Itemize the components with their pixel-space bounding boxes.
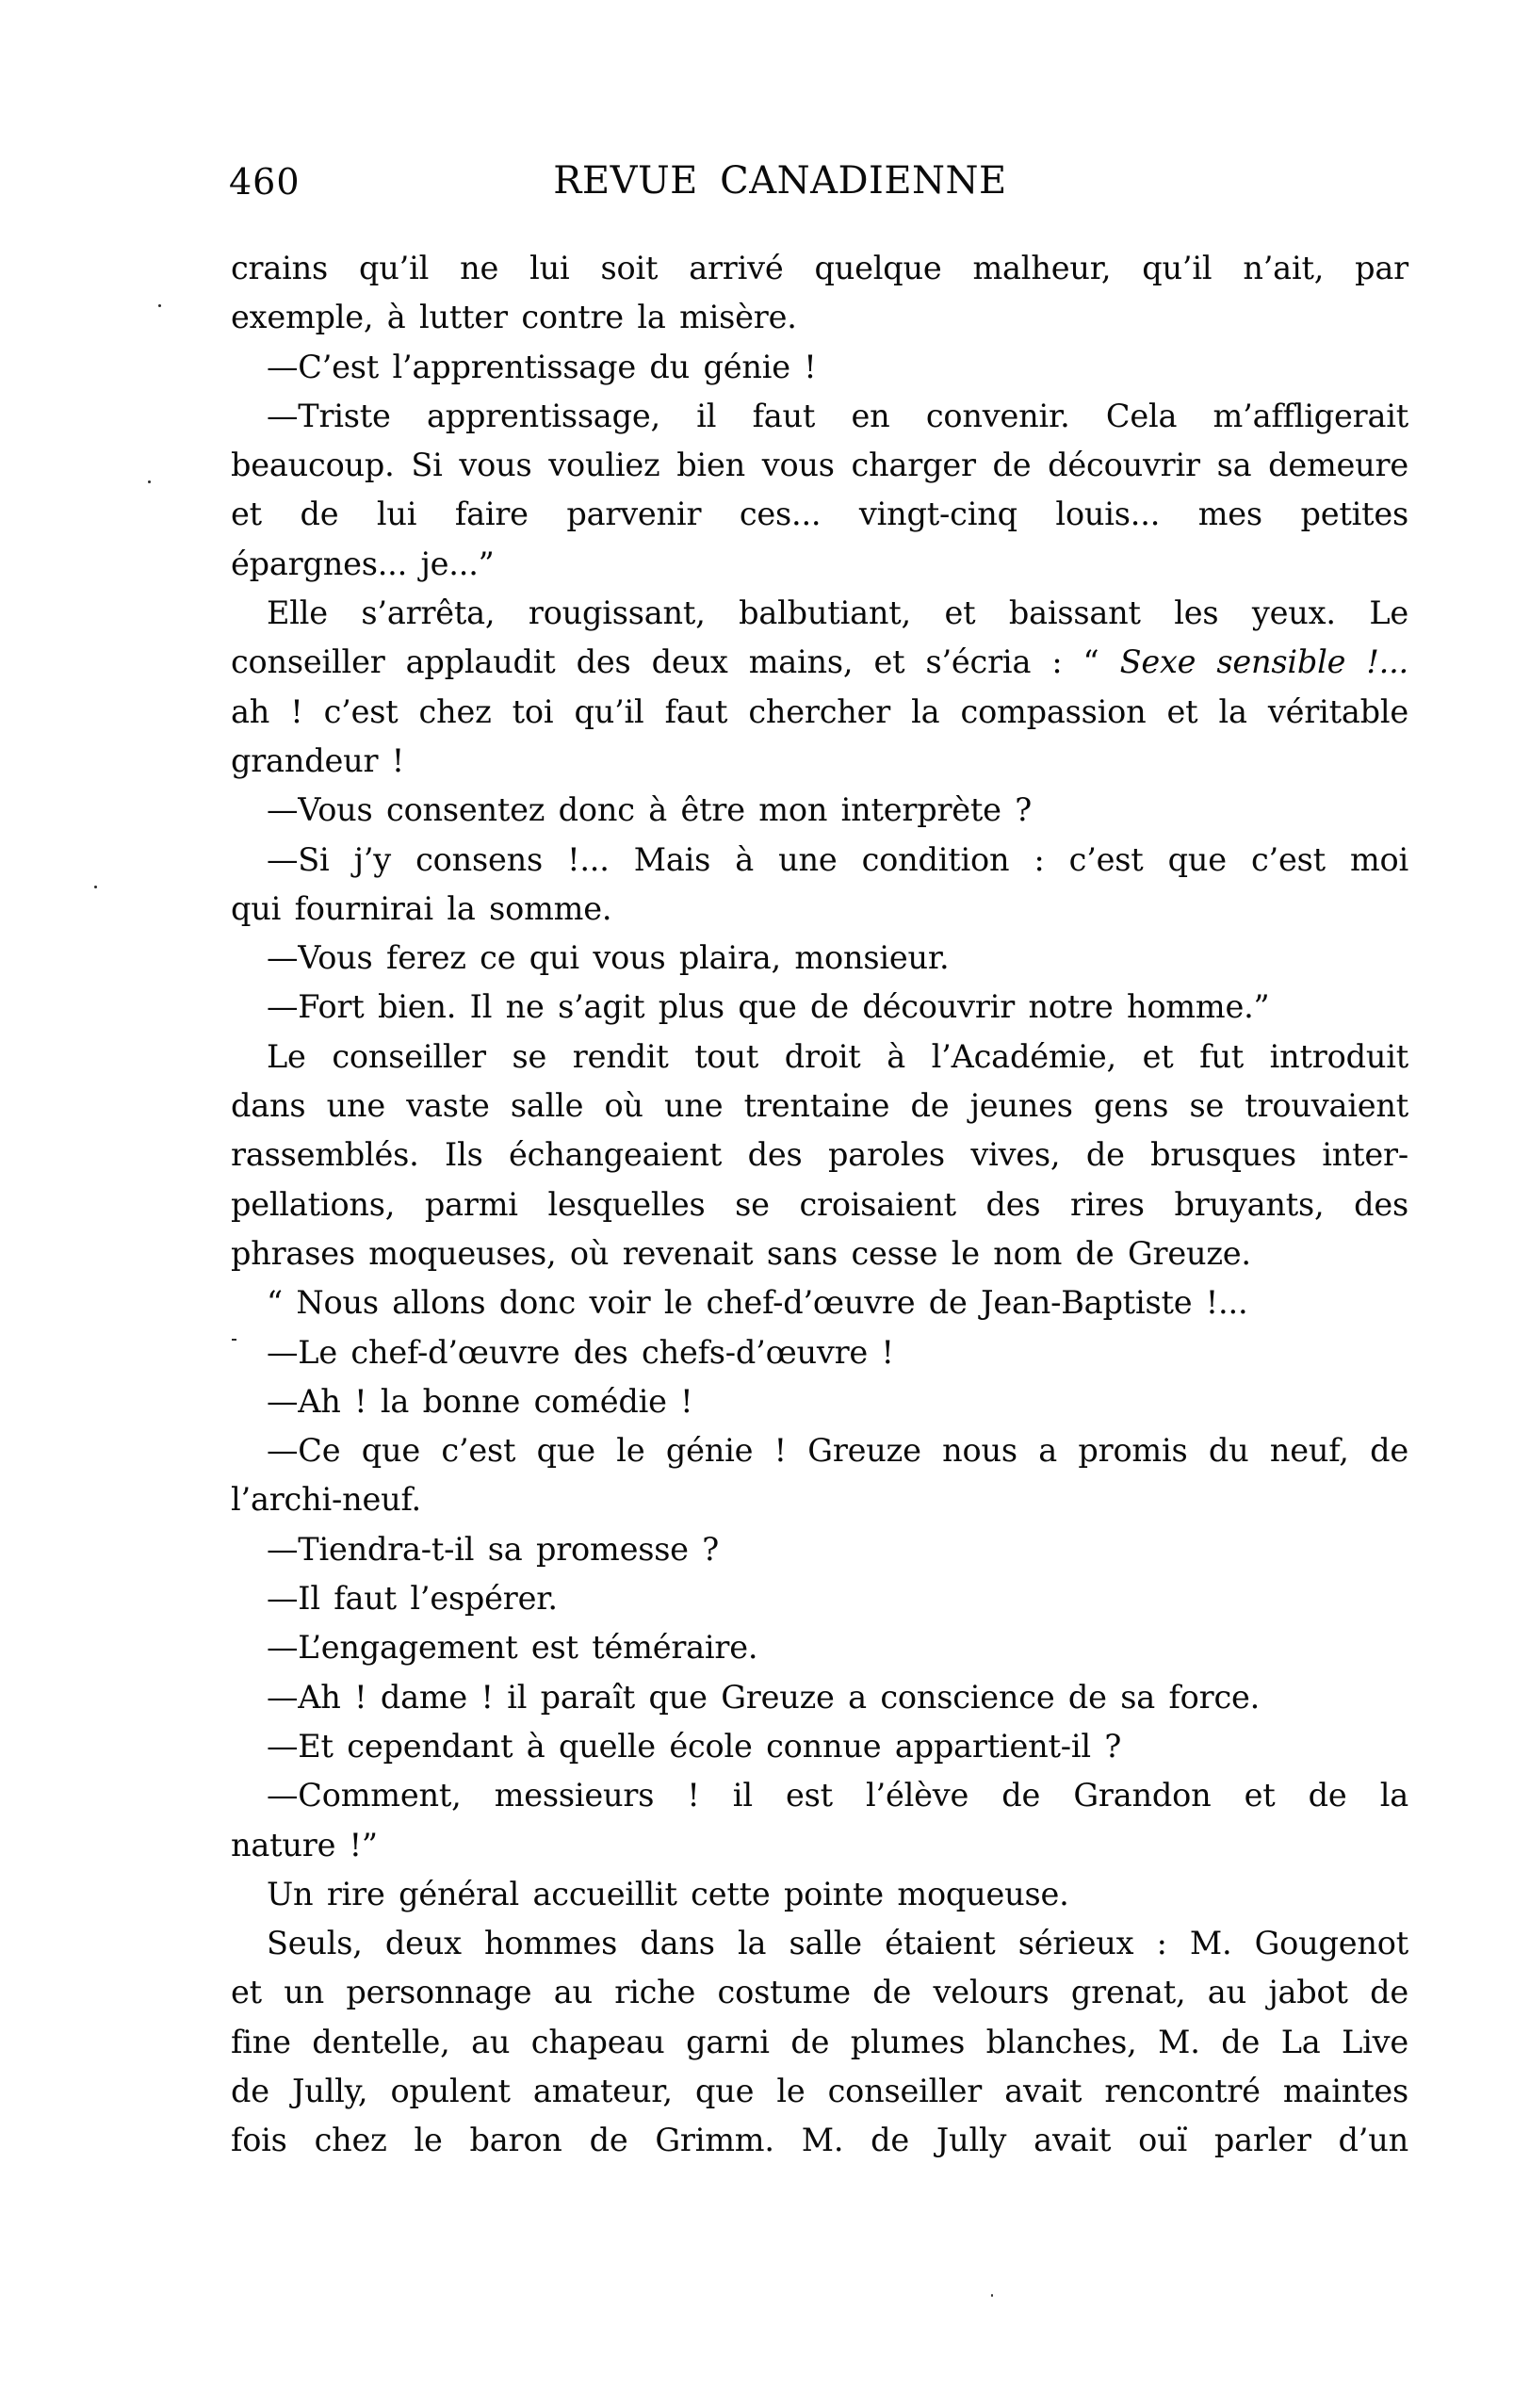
text-line xyxy=(231,1870,1408,1919)
text-segment: —Ce que c’est que le génie ! Greuze nous a promis du neuf, de xyxy=(267,1432,1408,1470)
paragraph xyxy=(231,1722,1408,1771)
text-segment: —Fort bien. Il ne s’agit plus que de découvrir notre homme.” xyxy=(267,988,1270,1026)
text-segment: Un rire général accueillit cette pointe moqueuse. xyxy=(267,1875,1069,1912)
text-line xyxy=(231,1278,1408,1327)
text-segment: —Vous consentez donc à être mon interprète ? xyxy=(267,791,1033,829)
text-segment: —Le chef-d’œuvre des chefs-d’œuvre ! xyxy=(267,1333,894,1371)
text-segment: de Jully, opulent amateur, que le conseiller avait rencontré maintes xyxy=(231,2072,1408,2109)
text-line xyxy=(231,1919,1408,1968)
text-segment: —Comment, messieurs ! il est l’élève de Grandon et de la xyxy=(267,1777,1408,1814)
text-line xyxy=(231,1180,1408,1229)
text-segment: qui fournirai la somme. xyxy=(231,889,612,927)
page-number: 460 xyxy=(229,161,301,203)
scan-speck xyxy=(232,1339,236,1341)
paragraph xyxy=(231,1328,1408,1377)
text-line xyxy=(231,1426,1408,1475)
paragraph xyxy=(231,983,1408,1032)
text-segment: —Il faut l’espérer. xyxy=(267,1580,558,1618)
scan-speck xyxy=(991,2294,993,2297)
text-segment: l’archi-neuf. xyxy=(231,1481,421,1519)
text-segment: conseiller applaudit des deux mains, et s’écria : “ xyxy=(231,643,1120,681)
paragraph xyxy=(231,1426,1408,1525)
text-line xyxy=(231,1623,1408,1672)
text-line xyxy=(231,983,1408,1032)
text-line xyxy=(231,638,1408,687)
paragraph xyxy=(231,1033,1408,1278)
text-segment: rassemblés. Ils échangeaient des paroles vives, de brusques inter- xyxy=(231,1136,1408,1174)
paragraph xyxy=(231,1870,1408,1919)
text-line xyxy=(231,1574,1408,1623)
text-segment: exemple, à lutter contre la misère. xyxy=(231,299,797,336)
scan-speck xyxy=(94,886,97,888)
paragraph xyxy=(231,1673,1408,1722)
text-line xyxy=(231,293,1408,342)
text-segment: —Si j’y consens !... Mais à une condition : c’est que c’est moi xyxy=(267,840,1408,878)
text-line xyxy=(231,1771,1408,1820)
paragraph xyxy=(231,244,1408,343)
paragraph xyxy=(231,1278,1408,1327)
text-line xyxy=(231,786,1408,835)
text-segment: pellations, parmi lesquelles se croisaient des rires bruyants, des xyxy=(231,1185,1408,1223)
text-line xyxy=(231,934,1408,983)
text-line xyxy=(231,441,1408,490)
text-segment: Elle s’arrêta, rougissant, balbutiant, et baissant les yeux. Le xyxy=(267,594,1408,632)
text-segment: —Ah ! dame ! il paraît que Greuze a conscience de sa force. xyxy=(267,1678,1261,1716)
text-segment: beaucoup. Si vous vouliez bien vous charger de découvrir sa demeure xyxy=(231,447,1408,484)
text-line xyxy=(231,737,1408,786)
text-line xyxy=(231,836,1408,885)
paragraph xyxy=(231,836,1408,935)
text-line xyxy=(231,1377,1408,1426)
scan-speck xyxy=(148,480,151,483)
text-segment: —Tiendra-t-il sa promesse ? xyxy=(267,1530,720,1568)
text-line xyxy=(231,490,1408,539)
text-segment: fine dentelle, au chapeau garni de plumes blanches, M. de La Live xyxy=(231,2023,1408,2060)
paragraph xyxy=(231,589,1408,786)
text-line xyxy=(231,1131,1408,1180)
text-segment: —Ah ! la bonne comédie ! xyxy=(267,1382,693,1420)
paragraph xyxy=(231,1919,1408,2165)
text-line xyxy=(231,1968,1408,2017)
paragraph xyxy=(231,1574,1408,1623)
text-segment: Seuls, deux hommes dans la salle étaient sérieux : M. Gougenot xyxy=(267,1925,1408,1962)
text-segment: épargnes... je...” xyxy=(231,545,495,582)
text-line xyxy=(231,1328,1408,1377)
text-line xyxy=(231,1821,1408,1870)
running-title: REVUE CANADIENNE xyxy=(553,159,1007,203)
text-segment: —C’est l’apprentissage du génie ! xyxy=(267,348,817,385)
paragraph xyxy=(231,1525,1408,1574)
text-segment: —Et cependant à quelle école connue appartient-il ? xyxy=(267,1727,1122,1765)
text-line xyxy=(231,392,1408,441)
paragraph xyxy=(231,343,1408,392)
text-line xyxy=(231,1475,1408,1524)
paragraph xyxy=(231,392,1408,589)
text-segment: —L’engagement est téméraire. xyxy=(267,1629,758,1667)
text-line xyxy=(231,343,1408,392)
text-line xyxy=(231,885,1408,934)
text-line xyxy=(231,2067,1408,2116)
text-segment: —Triste apprentissage, il faut en convenir. Cela m’affligerait xyxy=(267,397,1408,434)
text-line xyxy=(231,244,1408,293)
text-line xyxy=(231,1673,1408,1722)
text-line xyxy=(231,2018,1408,2067)
text-segment: et un personnage au riche costume de velours grenat, au jabot de xyxy=(231,1974,1408,2011)
paragraph xyxy=(231,1771,1408,1870)
text-segment: —Vous ferez ce qui vous plaira, monsieur. xyxy=(267,939,950,977)
text-line xyxy=(231,540,1408,589)
text-line xyxy=(231,1229,1408,1278)
text-segment: ah ! c’est chez toi qu’il faut chercher la compassion et la véritable xyxy=(231,692,1408,730)
paragraph xyxy=(231,1623,1408,1672)
text-segment: crains qu’il ne lui soit arrivé quelque malheur, qu’il n’ait, par xyxy=(231,250,1408,286)
text-line xyxy=(231,1033,1408,1082)
text-line xyxy=(231,688,1408,737)
text-segment: fois chez le baron de Grimm. M. de Jully avait ouï parler d’un xyxy=(231,2122,1408,2159)
text-segment: grandeur ! xyxy=(231,741,404,779)
paragraph xyxy=(231,1377,1408,1426)
paragraph xyxy=(231,786,1408,835)
scan-speck xyxy=(158,304,161,307)
paragraph xyxy=(231,934,1408,983)
text-segment: phrases moqueuses, où revenait sans cesse le nom de Greuze. xyxy=(231,1234,1251,1272)
text-segment: et de lui faire parvenir ces... vingt-cinq louis... mes petites xyxy=(231,496,1408,533)
text-line xyxy=(231,2116,1408,2165)
text-line xyxy=(231,1525,1408,1574)
text-segment: dans une vaste salle où une trentaine de jeunes gens se trouvaient xyxy=(231,1087,1408,1125)
italic-phrase: Sexe sensible !... xyxy=(1119,643,1408,681)
text-block xyxy=(231,244,1408,2166)
text-line xyxy=(231,1082,1408,1131)
text-line xyxy=(231,1722,1408,1771)
text-segment: nature !” xyxy=(231,1826,378,1863)
text-segment: Le conseiller se rendit tout droit à l’Académie, et fut introduit xyxy=(267,1037,1408,1075)
text-segment: “ Nous allons donc voir le chef-d’œuvre de Jean-Baptiste !... xyxy=(267,1284,1248,1322)
text-line xyxy=(231,589,1408,638)
